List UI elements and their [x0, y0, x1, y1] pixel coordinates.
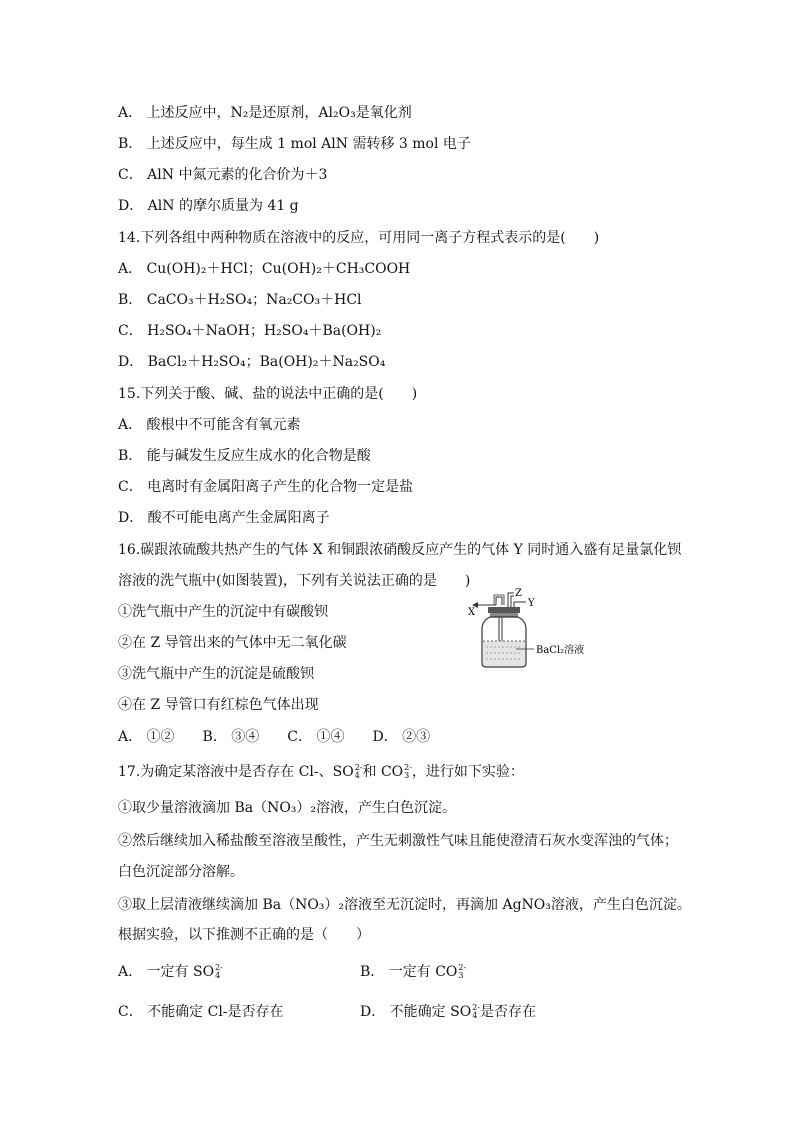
q13-option-d: D． AlN 的摩尔质量为 41 g — [118, 198, 299, 214]
q17-experiment-2a: ②然后继续加入稀盐酸至溶液呈酸性，产生无刺激性气味且能使澄清石灰水变浑浊的气体； — [118, 833, 678, 849]
q16-stem-line2: 溶液的洗气瓶中(如图装置)，下列有关说法正确的是 ) — [118, 573, 471, 589]
q13-option-c: C． AlN 中氮元素的化合价为＋3 — [118, 167, 328, 183]
q17-experiment-1: ①取少量溶液滴加 Ba（NO₃）₂溶液，产生白色沉淀。 — [118, 800, 457, 816]
q14-option-c: C． H₂SO₄＋NaOH；H₂SO₄＋Ba(OH)₂ — [118, 323, 382, 339]
label-z: Z — [515, 588, 522, 599]
q17-experiment-2b: 白色沉淀部分溶解。 — [118, 864, 244, 880]
q13-option-a: A． 上述反应中，N₂是还原剂，Al₂O₃是氧化剂 — [118, 105, 412, 121]
q15-option-d: D． 酸不可能电离产生金属阳离子 — [118, 510, 330, 526]
q15-option-c: C． 电离时有金属阳离子产生的化合物一定是盐 — [118, 479, 414, 495]
q15-option-a: A． 酸根中不可能含有氧元素 — [118, 417, 301, 433]
q14-option-d: D． BaCl₂＋H₂SO₄；Ba(OH)₂＋Na₂SO₄ — [118, 354, 386, 370]
q14-option-a: A． Cu(OH)₂＋HCl；Cu(OH)₂＋CH₃COOH — [118, 261, 411, 277]
q16-statement-3: ③洗气瓶中产生的沉淀是硫酸钡 — [118, 666, 314, 682]
co3-charge: 2- 3 — [404, 763, 412, 780]
q17-stem-pre: 17.为确定某溶液中是否存在 Cl-、SO — [118, 764, 354, 780]
q17-option-c: C． 不能确定 Cl-是否存在 — [118, 1004, 284, 1020]
q15-option-b: B． 能与碱发生反应生成水的化合物是酸 — [118, 448, 371, 464]
q14-stem: 14.下列各组中两种物质在溶液中的反应，可用同一离子方程式表示的是( ) — [118, 230, 600, 246]
q14-option-b: B． CaCO₃＋H₂SO₄；Na₂CO₃＋HCl — [118, 292, 362, 308]
q17-option-a: A． 一定有 SO 2- 4 — [118, 963, 223, 980]
q17-question: 根据实验，以下推测不正确的是（ ） — [118, 927, 370, 943]
q17-experiment-3: ③取上层清液继续滴加 Ba（NO₃）₂溶液至无沉淀时，再滴加 AgNO₃溶液，产生白色沉淀。 — [118, 897, 691, 913]
label-x: X — [468, 607, 476, 618]
q17-option-b: B． 一定有 CO 2- 3 — [360, 963, 467, 980]
q17-option-d: D． 不能确定 SO 2- 4 是否存在 — [360, 1003, 536, 1020]
q15-stem: 15.下列关于酸、碱、盐的说法中正确的是( ) — [118, 386, 418, 402]
q16-options: A． ①② B． ③④ C． ①④ D． ②③ — [118, 729, 431, 745]
q16-statement-4: ④在 Z 导管口有红棕色气体出现 — [118, 697, 319, 713]
q16-stem-line1: 16.碳跟浓硫酸共热产生的气体 X 和铜跟浓硝酸反应产生的气体 Y 同时通入盛有足量氯化钡 — [118, 542, 682, 558]
q17-stem-mid: 和 CO — [362, 764, 404, 780]
q16-statement-2: ②在 Z 导管出来的气体中无二氧化碳 — [118, 635, 347, 651]
label-bacl2-solution: BaCl₂溶液 — [536, 645, 585, 656]
q17-stem-post: ，进行如下实验： — [411, 764, 524, 780]
q17-stem — [118, 762, 524, 782]
so4-charge: 2- 4 — [354, 763, 363, 780]
label-y: Y — [528, 598, 535, 609]
gas-washing-bottle-figure — [466, 585, 606, 671]
q13-option-b: B． 上述反应中，每生成 1 mol AlN 需转移 3 mol 电子 — [118, 136, 471, 152]
q16-statement-1: ①洗气瓶中产生的沉淀中有碳酸钡 — [118, 604, 328, 620]
